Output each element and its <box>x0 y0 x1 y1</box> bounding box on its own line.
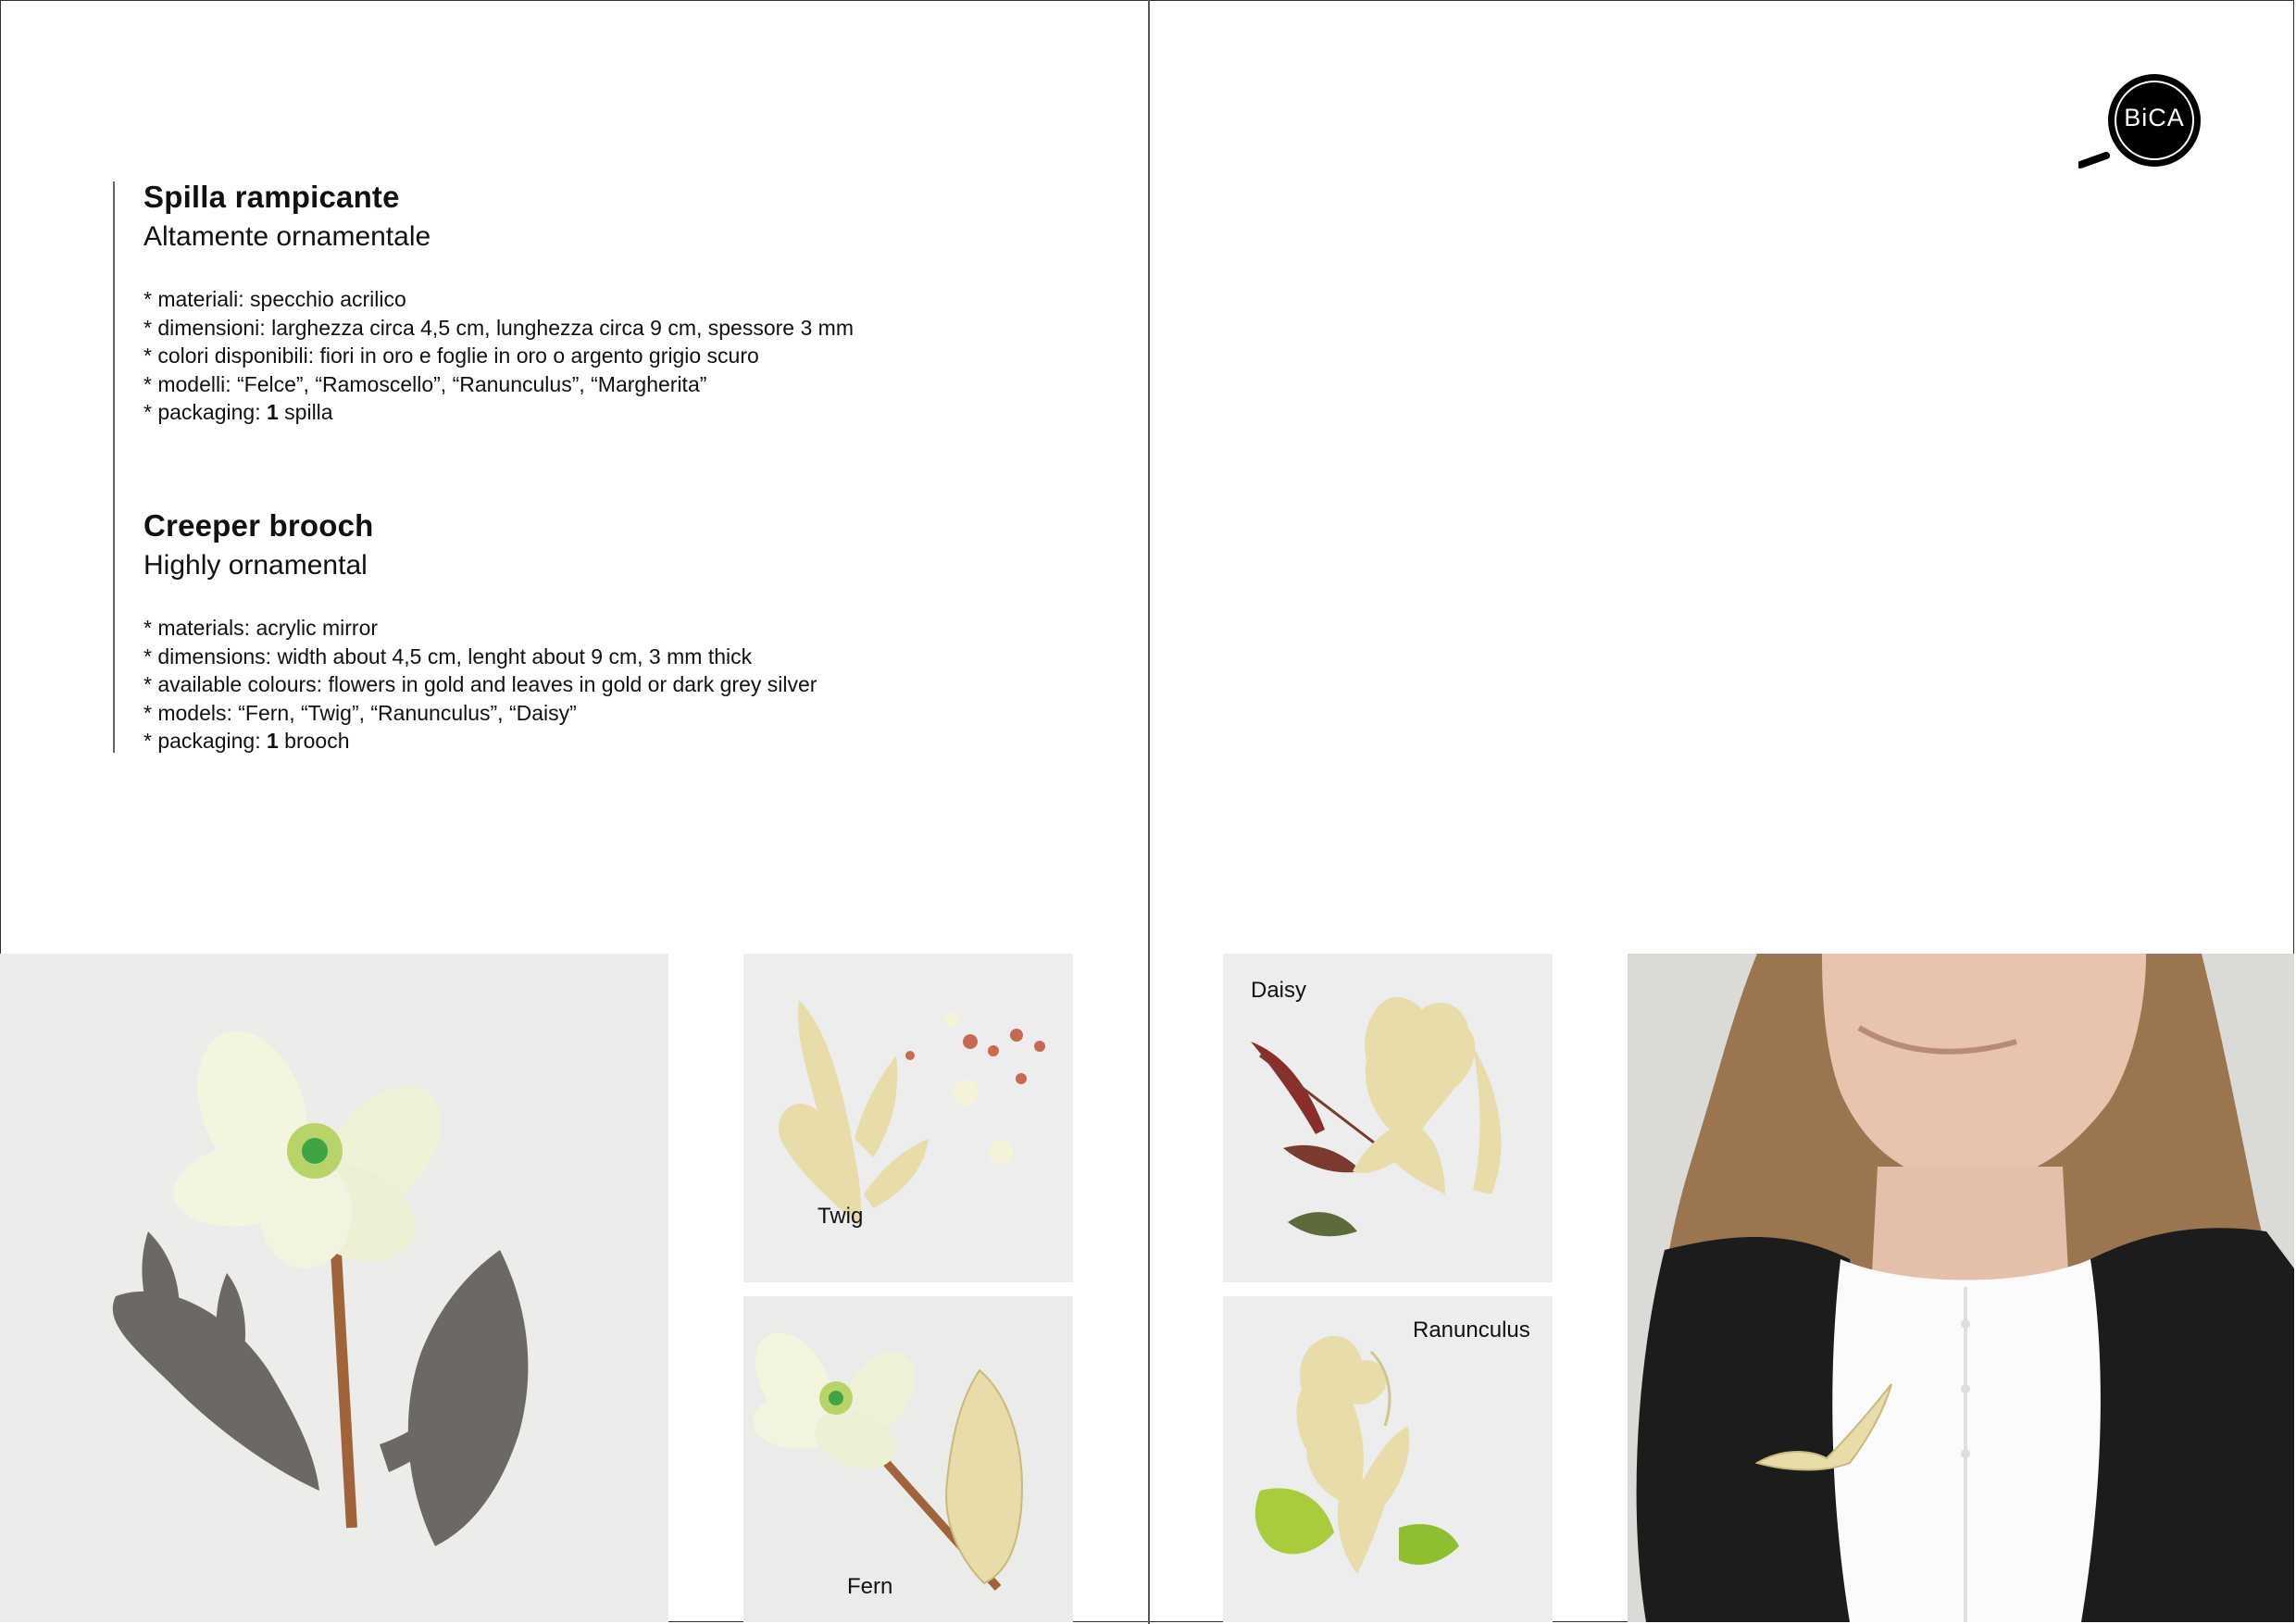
photo-twig <box>743 954 1073 1282</box>
photo-fern <box>743 1296 1073 1622</box>
page-spine <box>1148 0 1150 1624</box>
spec-item: * modelli: “Felce”, “Ramoscello”, “Ranunculus”, “Margherita” <box>144 371 707 396</box>
spec-item: * materials: acrylic mirror <box>144 616 379 640</box>
photo-daisy <box>1223 954 1553 1282</box>
photo-hellebore-grey-brooches <box>0 954 668 1622</box>
photo-woman-wearing-brooch <box>1628 954 2294 1622</box>
spec-item: * materiali: specchio acrilico <box>144 287 406 311</box>
spec-item: * models: “Fern, “Twig”, “Ranunculus”, “Daisy” <box>144 700 577 725</box>
photo-ranunculus <box>1223 1296 1553 1622</box>
spec-item: * colori disponibili: fiori in oro e foglie in oro o argento grigio scuro <box>144 344 759 368</box>
spec-item: * dimensioni: larghezza circa 4,5 cm, lunghezza circa 9 cm, spessore 3 mm <box>144 315 854 340</box>
spec-item: * available colours: flowers in gold and leaves in gold or dark grey silver <box>144 672 817 696</box>
bica-logo <box>2078 72 2208 174</box>
bica-logo-text: BiCA <box>2124 104 2185 131</box>
twig-caption: Twig <box>817 1204 864 1229</box>
daisy-caption: Daisy <box>1251 978 1307 1003</box>
english-subtitle: Highly ornamental <box>144 550 368 581</box>
spec-item: * dimensions: width about 4,5 cm, lenght about 9 cm, 3 mm thick <box>144 643 753 668</box>
spec-item-packaging: * packaging: 1 spilla <box>144 400 333 424</box>
english-specs <box>144 614 817 756</box>
english-section <box>144 507 817 756</box>
english-title: Creeper brooch <box>144 508 374 543</box>
fern-caption: Fern <box>847 1574 893 1599</box>
spec-item-packaging: * packaging: 1 brooch <box>144 729 350 753</box>
italian-subtitle: Altamente ornamentale <box>144 221 431 252</box>
italian-section <box>144 179 854 427</box>
text-divider <box>113 181 115 753</box>
ranunculus-caption: Ranunculus <box>1413 1318 1530 1343</box>
italian-specs <box>144 285 854 427</box>
italian-title: Spilla rampicante <box>144 180 400 214</box>
